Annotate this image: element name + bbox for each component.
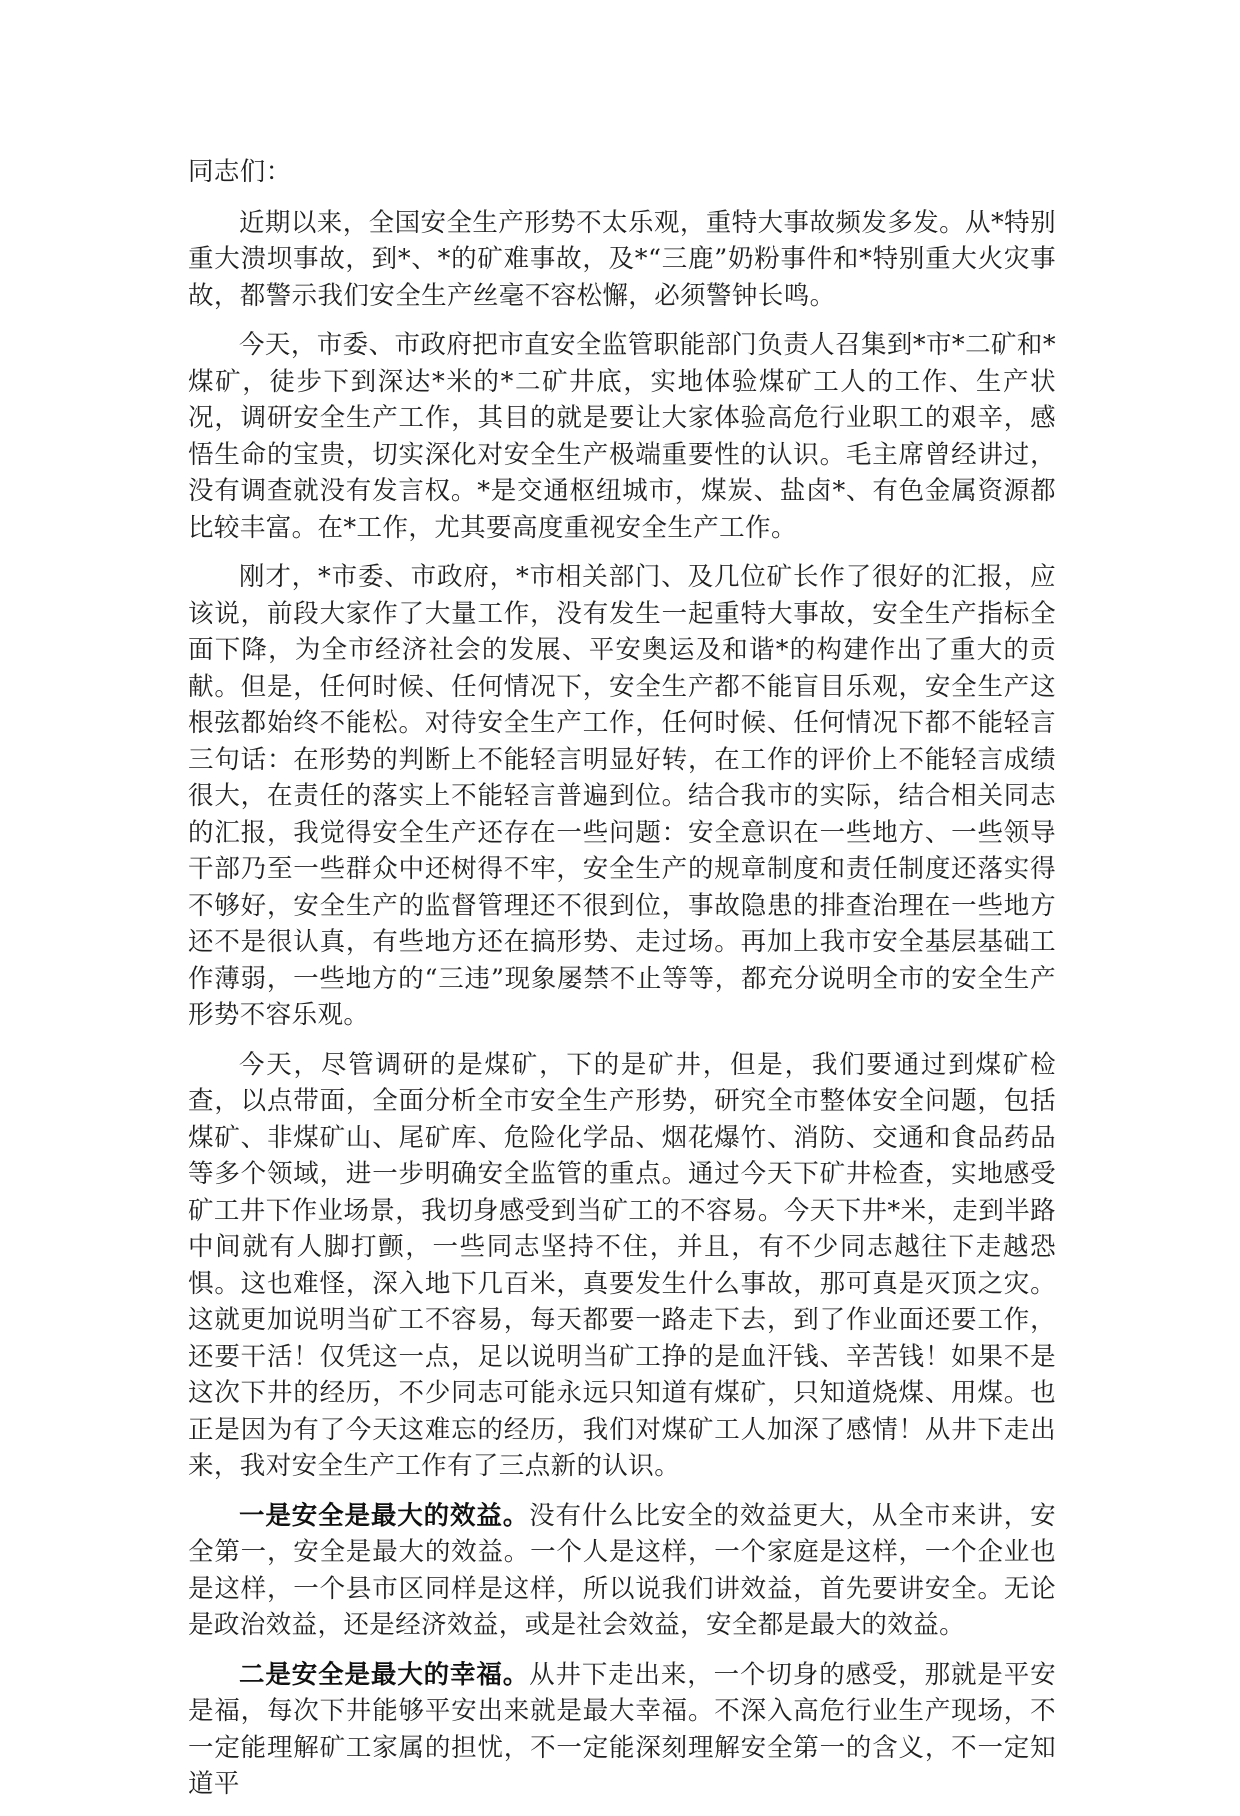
point-two-lead: 二是安全是最大的幸福。	[239, 1659, 530, 1690]
point-two-body: 从井下走出来，一个切身的感受，那就是平安是福，每次下井能够平安出来就是最大幸福。不深入高危行业生产现场，不一定能理解矿工家属的担忧，不一定能深刻理解安全第一的含义，不一定知道平	[188, 1659, 1056, 1799]
document-page	[188, 154, 1056, 1816]
paragraph-reports-and-problems: 刚才，*市委、市政府，*市相关部门、及几位矿长作了很好的汇报，应该说，前段大家作了大量工作，没有发生一起重特大事故，安全生产指标全面下降，为全市经济社会的发展、平安奥运及和谐*的构建作出了重大的贡献。但是，任何时候、任何情况下，安全生产都不能盲目乐观，安全生产这根弦都始终不能松。对待安全生产工作，任何时候、任何情况下都不能轻言三句话：在形势的判断上不能轻言明显好转，在工作的评价上不能轻言成绩很大，在责任的落实上不能轻言普遍到位。结合我市的实际，结合相关同志的汇报，我觉得安全生产还存在一些问题：安全意识在一些地方、一些领导干部乃至一些群众中还树得不牢，安全生产的规章制度和责任制度还落实得不够好，安全生产的监督管理还不很到位，事故隐患的排查治理在一些地方还不是很认真，有些地方还在搞形势、走过场。再加上我市安全基层基础工作薄弱，一些地方的“三违”现象屡禁不止等等，都充分说明全市的安全生产形势不容乐观。	[188, 562, 1056, 1030]
paragraph-site-visit: 今天，市委、市政府把市直安全监管职能部门负责人召集到*市*二矿和*煤矿，徒步下到深达*米的*二矿井底，实地体验煤矿工人的工作、生产状况，调研安全生产工作，其目的就是要让大家体验高危行业职工的艰辛，感悟生命的宝贵，切实深化对安全生产极端重要性的认识。毛主席曾经讲过，没有调查就没有发言权。*是交通枢纽城市，煤炭、盐卤*、有色金属资源都比较丰富。在*工作，尤其要高度重视安全生产工作。	[188, 330, 1056, 543]
paragraph-point-two	[188, 1657, 1056, 1803]
point-one-body: 没有什么比安全的效益更大，从全市来讲，安全第一，安全是最大的效益。一个人是这样，一个家庭是这样，一个企业也是这样，一个县市区同样是这样，所以说我们讲效益，首先要讲安全。无论是政治效益，还是经济效益，或是社会效益，安全都是最大的效益。	[188, 1500, 1056, 1640]
point-one-lead: 一是安全是最大的效益。	[239, 1500, 530, 1531]
paragraph-national-situation: 近期以来，全国安全生产形势不太乐观，重特大事故频发多发。从*特别重大溃坝事故，到*、*的矿难事故，及*“三鹿”奶粉事件和*特别重大火灾事故，都警示我们安全生产丝毫不容松懈，必须警钟长鸣。	[188, 207, 1056, 311]
greeting: 同志们：	[188, 157, 292, 187]
paragraph-mine-experience: 今天，尽管调研的是煤矿，下的是矿井，但是，我们要通过到煤矿检查，以点带面，全面分析全市安全生产形势，研究全市整体安全问题，包括煤矿、非煤矿山、尾矿库、危险化学品、烟花爆竹、消防、交通和食品药品等多个领域，进一步明确安全监管的重点。通过今天下矿井检查，实地感受矿工井下作业场景，我切身感受到当矿工的不容易。今天下井*米，走到半路中间就有人脚打颤，一些同志坚持不住，并且，有不少同志越往下走越恐惧。这也难怪，深入地下几百米，真要发生什么事故，那可真是灭顶之灾。这就更加说明当矿工不容易，每天都要一路走下去，到了作业面还要工作，还要干活！仅凭这一点，足以说明当矿工挣的是血汗钱、辛苦钱！如果不是这次下井的经历，不少同志可能永远只知道有煤矿，只知道烧煤、用煤。也正是因为有了今天这难忘的经历，我们对煤矿工人加深了感情！从井下走出来，我对安全生产工作有了三点新的认识。	[188, 1049, 1056, 1481]
paragraph-point-one	[188, 1498, 1056, 1644]
